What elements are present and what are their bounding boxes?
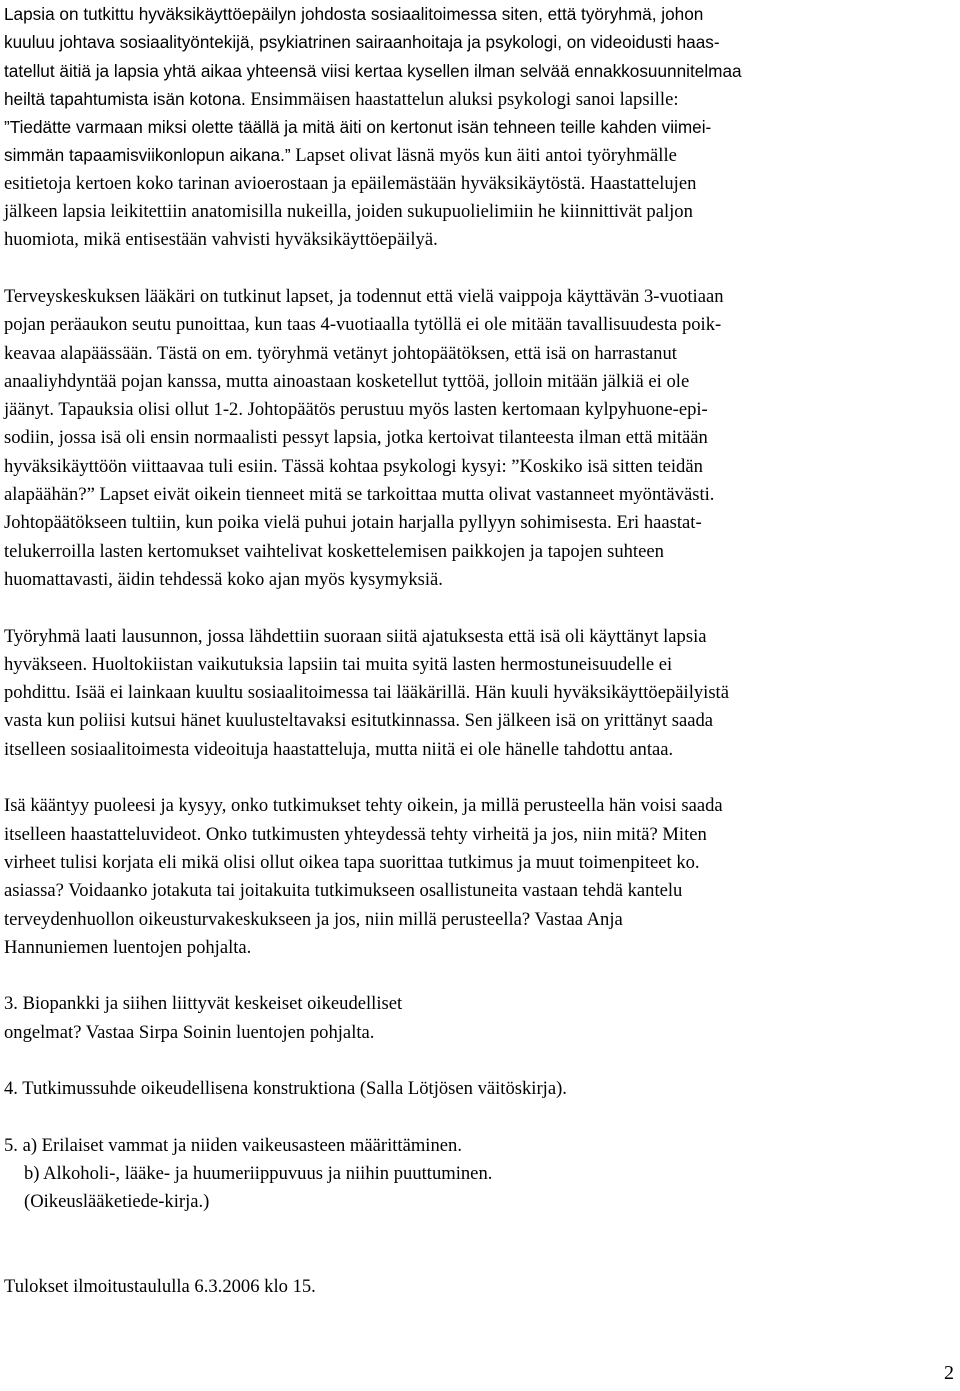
text-line: ongelmat? Vastaa Sirpa Soinin luentojen pohjalta. [4,1021,375,1043]
text-line: 3. Biopankki ja siihen liittyvät keskeiset oikeudelliset [4,993,403,1015]
text-line: sodiin, jossa isä oli ensin normaalisti pessyt lapsia, jotka kertoivat tilanteesta ilman että mitään [4,427,708,449]
text-line: ”Tiedätte varmaan miksi olette täällä ja mitä äiti on kertonut isän tehneen teille kahden viimei- [4,117,712,138]
question-4 [4,1075,956,1103]
text-line: terveydenhuollon oikeusturvakeskukseen ja jos, niin millä perusteella? Vastaa Anja [4,908,623,930]
paragraph-question [4,792,956,962]
text-line: itselleen sosiaalitoimesta videoituja haastatteluja, mutta niitä ei ole hänelle tahdottu antaa. [4,738,674,760]
text-line: (Oikeuslääketiede-kirja.) [24,1191,210,1213]
text-line: Työryhmä laati lausunnon, jossa lähdettiin suoraan siitä ajatuksesta että isä oli käyttänyt lapsia [4,625,707,647]
text-line: Isä kääntyy puoleesi ja kysyy, onko tutkimukset tehty oikein, ja millä perusteella hän voisi saada [4,795,723,817]
text-line: Johtopäätökseen tultiin, kun poika vielä puhui jotain harjalla pyllyyn sohimisesta. Eri haastat- [4,512,702,534]
text-line: Terveyskeskuksen lääkäri on tutkinut lapset, ja todennut että vielä vaippoja käyttävän 3-vuotiaan [4,285,724,307]
paragraph-medical-examination [4,283,956,594]
text-line: huomattavasti, äidin tehdessä koko ajan myös kysymyksiä. [4,568,443,590]
text-line: keavaa alapäässään. Tästä on em. työryhmä vetänyt johtopäätöksen, että isä on harrastanut [4,342,677,364]
question-5 [4,1132,956,1217]
text-line: simmän tapaamisviikonlopun aikana.” Lapset olivat läsnä myös kun äiti antoi työryhmälle [4,145,677,167]
text-line: jälkeen lapsia leikitettiin anatomisilla nukeilla, joiden sukupuolielimiin he kiinnittivät paljon [4,201,693,223]
text-line: Lapsia on tutkittu hyväksikäyttöepäilyn johdosta sosiaalitoimessa siten, että työryhmä, johon [4,4,704,24]
paragraph-case-description [4,0,956,255]
text-line: pohdittu. Isää ei lainkaan kuultu sosiaalitoimessa tai lääkärillä. Hän kuuli hyväksikäyttöepäilyistä [4,682,729,704]
question-3 [4,990,956,1047]
document-page [4,0,956,1302]
text-line: telukerroilla lasten kertomukset vaihtelivat koskettelemisen paikkojen ja tapojen suhteen [4,540,664,562]
text-line: Tulokset ilmoitustaululla 6.3.2006 klo 15. [4,1276,316,1298]
text-line: alapäähän?” Lapset eivät oikein tienneet mitä se tarkoittaa mutta olivat vastanneet myöntävästi. [4,484,715,506]
text-line: esitietoja kertoen koko tarinan avioerostaan ja epäilemästään hyväksikäytöstä. Haastattelujen [4,172,697,194]
text-line: Hannuniemen luentojen pohjalta. [4,936,252,958]
text-line: kuuluu johtava sosiaalityöntekijä, psykiatrinen sairaanhoitaja ja psykologi, on videoidusti haas- [4,32,720,53]
text-line: 5. a) Erilaiset vammat ja niiden vaikeusasteen määrittäminen. [4,1134,462,1156]
text-line: asiassa? Voidaanko jotakuta tai joitakuita tutkimukseen osallistuneita vastaan tehdä kantelu [4,880,683,902]
text-line: hyväksikäyttöön viittaavaa tuli esiin. Tässä kohtaa psykologi kysyi: ”Koskiko isä sitten teidän [4,455,703,477]
text-line: virheet tulisi korjata eli mikä olisi ollut oikea tapa suorittaa tutkimus ja muut toimenpiteet ko. [4,851,700,873]
results-notice [4,1273,956,1301]
text-line: b) Alkoholi-, lääke- ja huumeriippuvuus ja niihin puuttuminen. [24,1163,493,1185]
text-line: itselleen haastatteluvideot. Onko tutkimusten yhteydessä tehty virheitä ja jos, niin mitä? Miten [4,823,707,845]
text-line: pojan peräaukon seutu punoittaa, kun taas 4-vuotiaalla tytöllä ei ole mitään tavallisuudesta poik- [4,314,722,336]
text-line: heiltä tapahtumista isän kotona. Ensimmäisen haastattelun aluksi psykologi sanoi lapsille: [4,88,679,110]
text-line: huomiota, mikä entisestään vahvisti hyväksikäyttöepäilyä. [4,229,438,251]
paragraph-statement [4,623,956,764]
page-number: 2 [944,1362,954,1384]
text-line: 4. Tutkimussuhde oikeudellisena konstruktiona (Salla Lötjösen väitöskirja). [4,1078,567,1100]
text-line: anaaliyhdyntää pojan kanssa, mutta ainoastaan kosketellut tyttöä, jolloin mitään jälkiä ei ole [4,370,690,392]
text-line: vasta kun poliisi kutsui hänet kuulusteltavaksi esitutkinnassa. Sen jälkeen isä on yrittänyt saada [4,710,714,732]
text-line: jäänyt. Tapauksia olisi ollut 1-2. Johtopäätös perustuu myös lasten kertomaan kylpyhuone-epi- [4,399,708,421]
text-line: hyväkseen. Huoltokiistan vaikutuksia lapsiin tai muita syitä lasten hermostuneisuudelle ei [4,653,673,675]
text-line: tatellut äitiä ja lapsia yhtä aikaa yhteensä viisi kertaa kysellen ilman selvää ennakkosuunnitelmaa [4,60,742,81]
